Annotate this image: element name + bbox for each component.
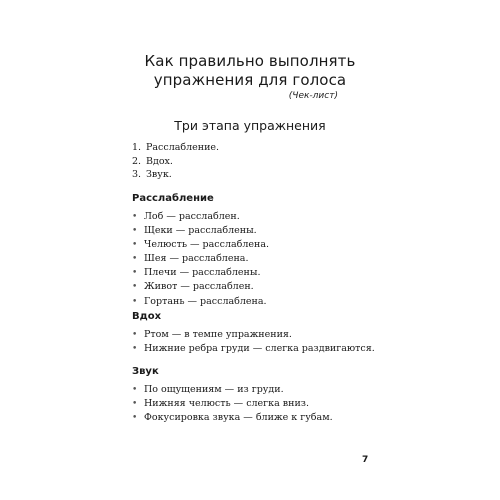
list-item [132, 342, 375, 356]
bullet-icon: • [132, 399, 138, 410]
relaxation-list [132, 210, 269, 309]
page-title [0, 52, 500, 90]
list-item [132, 411, 333, 425]
bullet-icon: • [132, 212, 138, 222]
list-item [132, 224, 269, 238]
list-item [132, 383, 333, 397]
item-text: Щеки — расслаблены. [144, 225, 257, 237]
item-text: Ртом — в темпе упражнения. [144, 329, 292, 340]
bullet-icon: • [132, 413, 138, 424]
list-item [132, 210, 269, 224]
list-item [132, 168, 219, 182]
page-title-line-1: Как правильно выполнять [144, 52, 356, 70]
sound-list [132, 383, 333, 425]
page-title-line-2: упражнения для голоса [153, 71, 347, 89]
bullet-icon: • [132, 226, 138, 237]
bullet-icon: • [132, 296, 138, 307]
item-text: Нижняя челюсть — слегка вниз. [144, 398, 309, 410]
list-item [132, 155, 219, 169]
item-text: По ощущениям — из груди. [144, 384, 284, 395]
list-item [132, 238, 269, 252]
item-text: Гортань — расслаблена. [144, 295, 267, 307]
bullet-icon: • [132, 344, 138, 355]
stages-list [132, 141, 219, 182]
item-number: 2. [132, 155, 142, 167]
page-number: 7 [362, 455, 369, 465]
list-item [132, 280, 269, 294]
item-number: 1. [132, 142, 142, 153]
relaxation-heading: Расслабление [132, 193, 214, 204]
list-item [132, 252, 269, 266]
bullet-icon: • [132, 268, 138, 279]
item-text: Живот — расслаблен. [144, 281, 254, 293]
item-text: Звук. [146, 169, 172, 180]
page-subtitle: (Чек-лист) [288, 91, 338, 101]
bullet-icon: • [132, 385, 138, 395]
item-text: Челюсть — расслаблена. [144, 239, 270, 251]
bullet-icon: • [132, 282, 138, 293]
item-text: Фокусировка звука — ближе к губам. [144, 412, 333, 424]
bullet-icon: • [132, 254, 138, 265]
inhale-heading: Вдох [132, 311, 162, 322]
list-item [132, 295, 269, 309]
bullet-icon: • [132, 240, 138, 251]
inhale-list [132, 328, 375, 356]
item-text: Вдох. [146, 155, 173, 167]
item-text: Плечи — расслаблены. [144, 267, 261, 279]
item-number: 3. [132, 169, 142, 180]
sound-heading: Звук [132, 366, 159, 377]
stages-heading: Три этапа упражнения [174, 118, 326, 133]
list-item [132, 397, 333, 411]
bullet-icon: • [132, 330, 138, 340]
list-item [132, 266, 269, 280]
item-text: Шея — расслаблена. [144, 253, 249, 265]
item-text: Расслабление. [146, 142, 220, 153]
list-item [132, 328, 375, 342]
list-item [132, 141, 219, 155]
item-text: Нижние ребра груди — слегка раздвигаются. [144, 343, 375, 355]
item-text: Лоб — расслаблен. [144, 211, 240, 222]
